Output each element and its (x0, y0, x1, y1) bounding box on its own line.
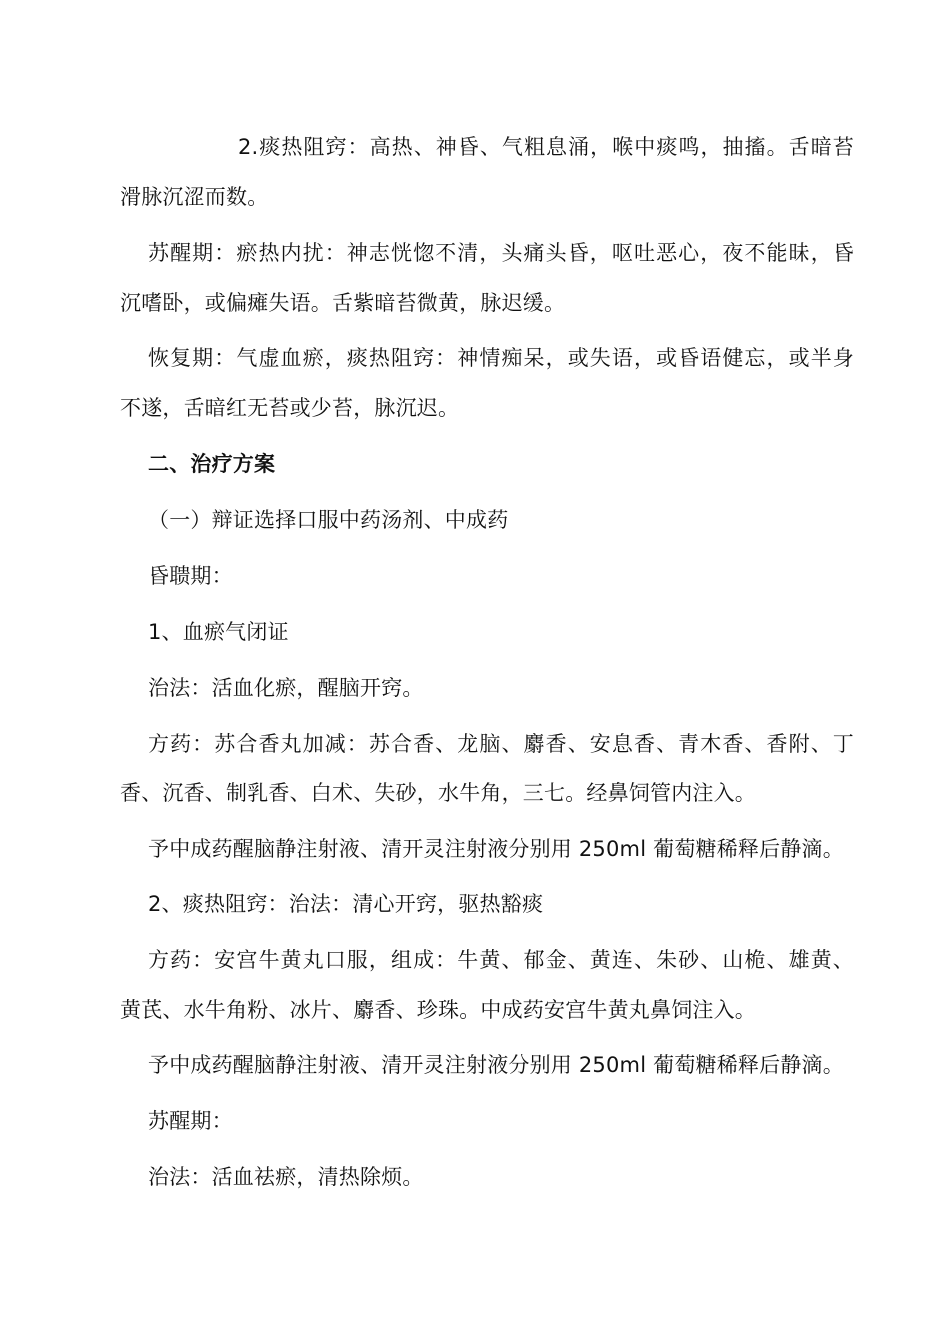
paragraph-huifu-line-2: 不遂，舌暗红无苔或少苔，脉沉迟。 (120, 396, 460, 420)
injection-note-1: 予中成药醒脑静注射液、清开灵注射液分别用 250ml 葡萄糖稀释后静滴。 (148, 837, 844, 861)
injection-note-2: 予中成药醒脑静注射液、清开灵注射液分别用 250ml 葡萄糖稀释后静滴。 (148, 1053, 844, 1077)
paragraph-tanre-line-1: 2.痰热阻窍：高热、神昏、气粗息涌，喉中痰鸣，抽搐。舌暗苔 (238, 135, 854, 159)
paragraph-tanre-line-2: 滑脉沉涩而数。 (120, 185, 269, 209)
section-heading: 二、治疗方案 (148, 452, 276, 476)
paragraph-huifu-line-1: 恢复期：气虚血瘀，痰热阻窍：神情痴呆，或失语，或昏语健忘，或半身 (148, 346, 854, 370)
prescription-1-line-1: 方药：苏合香丸加减：苏合香、龙脑、麝香、安息香、青木香、香附、丁 (148, 732, 854, 756)
syndrome-heading-2: 2、痰热阻窍：治法：清心开窍，驱热豁痰 (148, 892, 544, 916)
syndrome-heading-1: 1、血瘀气闭证 (148, 620, 289, 644)
stage-label-hunkui: 昏聩期： (148, 564, 233, 588)
prescription-1-line-2: 香、沉香、制乳香、白术、失砂，水牛角，三七。经鼻饲管内注入。 (120, 781, 756, 805)
subsection-heading: （一）辩证选择口服中药汤剂、中成药 (148, 508, 509, 532)
paragraph-suxing-line-2: 沉嗜卧，或偏瘫失语。舌紫暗苔微黄，脉迟缓。 (120, 291, 566, 315)
paragraph-suxing-line-1: 苏醒期：瘀热内扰：神志恍惚不清，头痛头昏，呕吐恶心，夜不能昧，昏 (148, 241, 854, 265)
treatment-method-suxing: 治法：活血祛瘀，清热除烦。 (148, 1165, 424, 1189)
treatment-method-1: 治法：活血化瘀，醒脑开窍。 (148, 676, 424, 700)
prescription-2-line-1: 方药：安宫牛黄丸口服，组成：牛黄、郁金、黄连、朱砂、山桅、雄黄、 (148, 948, 854, 972)
prescription-2-line-2: 黄芪、水牛角粉、冰片、麝香、珍珠。中成药安宫牛黄丸鼻饲注入。 (120, 998, 756, 1022)
stage-label-suxing: 苏醒期： (148, 1109, 233, 1133)
